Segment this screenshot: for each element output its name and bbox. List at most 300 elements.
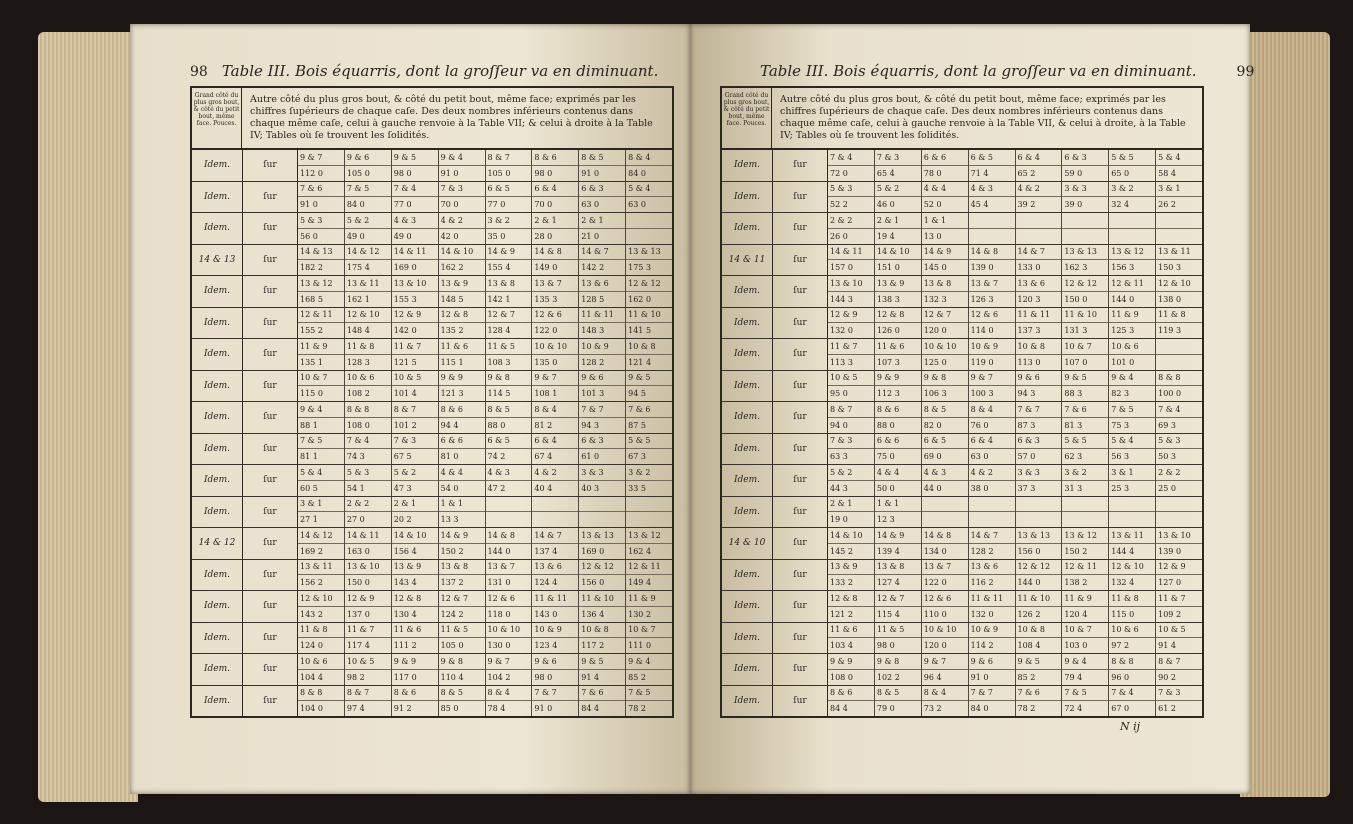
cell-dimensions: 7 & 6: [626, 402, 672, 418]
cell-dimensions: 9 & 7: [486, 654, 532, 670]
table-cell: [439, 308, 486, 339]
cell-dimensions: 11 & 11: [1016, 308, 1062, 324]
table-cell: [298, 339, 345, 370]
table-cell: [922, 245, 969, 276]
cell-dimensions: 14 & 10: [439, 245, 485, 261]
left-page: [130, 24, 690, 794]
cell-references: 65 2: [1017, 168, 1036, 178]
table-row: [192, 150, 672, 182]
table-cell: [486, 276, 533, 307]
cell-dimensions: [1156, 497, 1202, 513]
row-sur: ſur: [243, 686, 298, 717]
cell-references: 128 2: [581, 357, 605, 367]
table-row: [722, 371, 1202, 403]
cell-references: 52 2: [830, 200, 848, 210]
cell-references: 168 5: [300, 294, 323, 304]
cell-references: 27 0: [346, 515, 365, 525]
cell-dimensions: 11 & 6: [875, 339, 921, 355]
cell-references: 19 4: [876, 231, 895, 241]
table-cell: [439, 654, 486, 685]
table-cell: [875, 182, 922, 213]
cell-dimensions: 6 & 4: [969, 434, 1015, 450]
row-label: Idem.: [722, 560, 773, 591]
table-cell: [1109, 654, 1156, 685]
table-cell: [969, 465, 1016, 496]
row-sur: ſur: [243, 339, 298, 370]
table-row: [722, 182, 1202, 214]
cell-dimensions: 11 & 9: [626, 591, 672, 607]
left-corner-label: Grand côté du plus gros bout, & côté du petit bout, même face. Pouces.: [192, 88, 242, 148]
cell-references: 132 4: [1111, 578, 1135, 588]
cell-references: 150 0: [346, 578, 370, 588]
table-cell: [1156, 497, 1202, 528]
cell-references: 98 2: [346, 672, 365, 682]
cell-dimensions: 11 & 9: [1109, 308, 1155, 324]
cell-references: 103 4: [830, 641, 853, 651]
cell-references: [1156, 355, 1202, 370]
row-cells: [298, 686, 672, 717]
cell-references: 156 2: [300, 578, 323, 588]
cell-dimensions: 11 & 8: [1156, 308, 1202, 324]
table-row: [192, 497, 672, 529]
table-cell: [1062, 434, 1109, 465]
cell-dimensions: 12 & 12: [1016, 560, 1062, 576]
cell-references: 101 2: [393, 420, 417, 430]
cell-dimensions: 11 & 7: [392, 339, 438, 355]
cell-references: 26 2: [1158, 200, 1176, 210]
row-sur: ſur: [773, 591, 828, 622]
cell-references: 119 0: [970, 357, 994, 367]
cell-dimensions: 9 & 7: [532, 371, 578, 387]
table-cell: [1016, 497, 1063, 528]
table-cell: [345, 591, 392, 622]
row-cells: [298, 465, 672, 496]
table-cell: [579, 308, 626, 339]
table-row: [722, 339, 1202, 371]
cell-dimensions: 12 & 6: [969, 308, 1015, 324]
cell-references: 108 1: [534, 389, 558, 399]
cell-references: 149 4: [628, 578, 652, 588]
cell-references: 88 1: [300, 420, 318, 430]
table-cell: [439, 465, 486, 496]
table-cell: [1156, 182, 1202, 213]
cell-references: 78 2: [1017, 704, 1036, 714]
table-cell: [828, 308, 875, 339]
table-cell: [1016, 308, 1063, 339]
cell-dimensions: 12 & 7: [922, 308, 968, 324]
cell-dimensions: 2 & 2: [1156, 465, 1202, 481]
cell-references: 88 0: [876, 420, 895, 430]
table-cell: [392, 276, 439, 307]
table-cell: [1016, 465, 1063, 496]
cell-dimensions: 4 & 4: [439, 465, 485, 481]
cell-references: 20 2: [393, 515, 412, 525]
cell-references: 67 5: [393, 452, 412, 462]
cell-references: 117 4: [346, 641, 370, 651]
cell-dimensions: 14 & 7: [532, 528, 578, 544]
table-cell: [828, 497, 875, 528]
cell-dimensions: 13 & 10: [345, 560, 391, 576]
cell-dimensions: 13 & 7: [922, 560, 968, 576]
cell-references: 169 0: [581, 546, 605, 556]
table-row: [722, 213, 1202, 245]
cell-references: 121 2: [830, 609, 853, 619]
table-cell: [1109, 339, 1156, 370]
cell-dimensions: 10 & 10: [922, 339, 968, 355]
table-cell: [345, 150, 392, 181]
cell-references: 145 2: [830, 546, 853, 556]
cell-dimensions: 8 & 6: [392, 686, 438, 702]
cell-references: 130 4: [393, 609, 417, 619]
cell-references: 104 0: [300, 704, 323, 714]
table-cell: [1156, 623, 1202, 654]
cell-dimensions: 9 & 7: [298, 150, 344, 166]
row-sur: ſur: [243, 497, 298, 528]
cell-dimensions: 12 & 7: [875, 591, 921, 607]
cell-dimensions: 12 & 12: [1062, 276, 1108, 292]
row-label: Idem.: [722, 150, 773, 181]
table-cell: [1016, 528, 1063, 559]
cell-references: 81 0: [440, 452, 459, 462]
cell-dimensions: 9 & 5: [1016, 654, 1062, 670]
cell-dimensions: 6 & 4: [1016, 150, 1062, 166]
cell-dimensions: 8 & 6: [875, 402, 921, 418]
left-table-header: [192, 88, 672, 150]
cell-references: 145 0: [923, 263, 947, 273]
cell-references: 148 5: [440, 294, 464, 304]
cell-dimensions: 6 & 4: [532, 434, 578, 450]
cell-dimensions: 11 & 10: [626, 308, 672, 324]
cell-references: 98 0: [534, 168, 553, 178]
cell-dimensions: 3 & 3: [1062, 182, 1108, 198]
cell-dimensions: 5 & 5: [1109, 150, 1155, 166]
cell-dimensions: 7 & 7: [532, 686, 578, 702]
row-label: Idem.: [192, 276, 243, 307]
cell-references: 84 0: [628, 168, 646, 178]
table-cell: [626, 434, 672, 465]
row-label: Idem.: [722, 465, 773, 496]
cell-references: 115 1: [440, 357, 464, 367]
cell-references: 156 4: [393, 546, 417, 556]
table-cell: [1109, 686, 1156, 717]
cell-dimensions: 9 & 5: [1062, 371, 1108, 387]
row-sur: ſur: [773, 276, 828, 307]
cell-references: 58 4: [1158, 168, 1176, 178]
cell-dimensions: 9 & 9: [392, 654, 438, 670]
cell-references: 94 3: [581, 420, 600, 430]
open-book: [30, 10, 1330, 810]
row-cells: [828, 402, 1202, 433]
cell-references: 138 0: [1158, 294, 1182, 304]
cell-references: 122 0: [534, 326, 558, 336]
table-cell: [392, 371, 439, 402]
cell-references: [969, 229, 1015, 244]
cell-dimensions: 12 & 11: [1062, 560, 1108, 576]
cell-dimensions: 12 & 7: [486, 308, 532, 324]
cell-references: 117 2: [581, 641, 605, 651]
row-cells: [828, 623, 1202, 654]
table-cell: [392, 339, 439, 370]
cell-dimensions: 14 & 10: [392, 528, 438, 544]
cell-dimensions: 12 & 8: [392, 591, 438, 607]
table-cell: [1062, 245, 1109, 276]
table-cell: [486, 213, 533, 244]
cell-dimensions: 2 & 2: [345, 497, 391, 513]
cell-references: 63 0: [581, 200, 600, 210]
cell-references: 163 0: [346, 546, 370, 556]
table-row: [192, 686, 672, 717]
cell-references: 70 0: [534, 200, 553, 210]
table-cell: [1156, 308, 1202, 339]
cell-references: [532, 512, 578, 527]
table-cell: [969, 654, 1016, 685]
table-cell: [298, 465, 345, 496]
cell-references: 142 2: [581, 263, 605, 273]
table-cell: [922, 560, 969, 591]
table-cell: [486, 434, 533, 465]
cell-references: 42 0: [440, 231, 459, 241]
table-cell: [392, 150, 439, 181]
cell-dimensions: 4 & 3: [969, 182, 1015, 198]
cell-dimensions: 12 & 8: [828, 591, 874, 607]
table-cell: [1156, 276, 1202, 307]
cell-references: 101 4: [393, 389, 417, 399]
table-cell: [875, 591, 922, 622]
row-cells: [298, 434, 672, 465]
table-row: [722, 245, 1202, 277]
cell-dimensions: 13 & 8: [922, 276, 968, 292]
cell-references: 136 4: [581, 609, 605, 619]
cell-references: 125 0: [923, 357, 947, 367]
cell-references: 137 3: [1017, 326, 1041, 336]
row-sur: ſur: [243, 560, 298, 591]
table-cell: [579, 182, 626, 213]
cell-references: 130 0: [487, 641, 511, 651]
table-row: [722, 308, 1202, 340]
cell-references: 135 3: [534, 294, 558, 304]
cell-references: 128 2: [970, 546, 994, 556]
table-cell: [626, 497, 672, 528]
table-row: [722, 591, 1202, 623]
cell-dimensions: 11 & 7: [828, 339, 874, 355]
cell-references: 144 0: [1111, 294, 1135, 304]
cell-dimensions: 7 & 6: [298, 182, 344, 198]
cell-references: 44 0: [923, 483, 942, 493]
cell-dimensions: 8 & 8: [1156, 371, 1202, 387]
cell-dimensions: 9 & 8: [875, 654, 921, 670]
cell-dimensions: 9 & 6: [969, 654, 1015, 670]
row-label: Idem.: [192, 182, 243, 213]
cell-dimensions: 11 & 10: [1062, 308, 1108, 324]
cell-dimensions: 13 & 12: [1109, 245, 1155, 261]
table-cell: [345, 276, 392, 307]
table-cell: [626, 150, 672, 181]
table-cell: [439, 591, 486, 622]
cell-dimensions: 14 & 13: [298, 245, 344, 261]
cell-dimensions: 11 & 8: [1109, 591, 1155, 607]
cell-dimensions: 8 & 5: [875, 686, 921, 702]
cell-references: 151 0: [876, 263, 900, 273]
cell-dimensions: 12 & 10: [1109, 560, 1155, 576]
cell-dimensions: 11 & 8: [298, 623, 344, 639]
cell-dimensions: 5 & 3: [345, 465, 391, 481]
cell-references: 169 0: [393, 263, 417, 273]
cell-dimensions: 14 & 10: [875, 245, 921, 261]
cell-dimensions: 11 & 10: [579, 591, 625, 607]
table-cell: [828, 276, 875, 307]
cell-references: 82 3: [1111, 389, 1130, 399]
table-cell: [875, 560, 922, 591]
cell-dimensions: 5 & 2: [392, 465, 438, 481]
cell-references: 97 4: [346, 704, 365, 714]
row-cells: [298, 182, 672, 213]
cell-references: 141 5: [628, 326, 652, 336]
cell-dimensions: 6 & 4: [532, 182, 578, 198]
cell-dimensions: 11 & 10: [1016, 591, 1062, 607]
row-sur: ſur: [773, 150, 828, 181]
cell-dimensions: 11 & 5: [486, 339, 532, 355]
cell-references: 27 1: [300, 515, 318, 525]
cell-references: 118 0: [487, 609, 511, 619]
row-sur: ſur: [773, 245, 828, 276]
cell-references: 120 3: [1017, 294, 1041, 304]
cell-dimensions: 4 & 2: [969, 465, 1015, 481]
table-cell: [486, 528, 533, 559]
table-cell: [626, 686, 672, 717]
table-cell: [392, 402, 439, 433]
cell-dimensions: 4 & 3: [486, 465, 532, 481]
cell-references: 135 2: [440, 326, 464, 336]
cell-references: 108 0: [346, 420, 370, 430]
row-sur: ſur: [243, 591, 298, 622]
row-cells: [298, 150, 672, 181]
cell-dimensions: 10 & 6: [1109, 623, 1155, 639]
cell-references: 175 4: [346, 263, 370, 273]
cell-references: 96 4: [923, 672, 942, 682]
cell-dimensions: 10 & 10: [922, 623, 968, 639]
row-cells: [828, 465, 1202, 496]
table-cell: [969, 245, 1016, 276]
cell-dimensions: [626, 497, 672, 513]
cell-references: 122 0: [923, 578, 947, 588]
table-cell: [439, 213, 486, 244]
cell-references: 139 0: [970, 263, 994, 273]
table-row: [722, 497, 1202, 529]
table-cell: [1109, 623, 1156, 654]
cell-references: 115 0: [300, 389, 323, 399]
table-row: [192, 528, 672, 560]
cell-references: 91 0: [440, 168, 459, 178]
table-cell: [345, 182, 392, 213]
table-cell: [969, 686, 1016, 717]
cell-dimensions: 7 & 4: [828, 150, 874, 166]
cell-dimensions: 7 & 3: [875, 150, 921, 166]
table-cell: [532, 560, 579, 591]
cell-dimensions: 6 & 6: [439, 434, 485, 450]
cell-dimensions: 9 & 9: [439, 371, 485, 387]
table-cell: [626, 213, 672, 244]
table-cell: [828, 339, 875, 370]
cell-dimensions: 11 & 6: [392, 623, 438, 639]
row-label: Idem.: [722, 623, 773, 654]
cell-references: 137 2: [440, 578, 464, 588]
cell-dimensions: 14 & 7: [579, 245, 625, 261]
table-cell: [1062, 465, 1109, 496]
table-cell: [1062, 528, 1109, 559]
table-cell: [1062, 686, 1109, 717]
table-cell: [392, 528, 439, 559]
table-cell: [439, 434, 486, 465]
row-sur: ſur: [773, 434, 828, 465]
cell-dimensions: 13 & 6: [969, 560, 1015, 576]
cell-dimensions: 4 & 4: [922, 182, 968, 198]
table-cell: [298, 213, 345, 244]
cell-dimensions: [969, 213, 1015, 229]
cell-references: [922, 512, 968, 527]
row-cells: [828, 308, 1202, 339]
table-cell: [345, 213, 392, 244]
cell-references: 150 0: [1064, 294, 1088, 304]
cell-dimensions: 13 & 12: [298, 276, 344, 292]
cell-dimensions: 5 & 4: [298, 465, 344, 481]
table-row: [192, 339, 672, 371]
table-cell: [828, 528, 875, 559]
cell-dimensions: 7 & 7: [969, 686, 1015, 702]
cell-references: 96 0: [1111, 672, 1130, 682]
row-sur: ſur: [243, 465, 298, 496]
table-cell: [579, 497, 626, 528]
cell-dimensions: 8 & 4: [922, 686, 968, 702]
cell-references: 81 2: [534, 420, 553, 430]
cell-dimensions: 8 & 7: [486, 150, 532, 166]
cell-references: 45 4: [970, 200, 989, 210]
table-cell: [579, 686, 626, 717]
right-table: [720, 86, 1204, 718]
table-cell: [875, 434, 922, 465]
cell-dimensions: 7 & 4: [1156, 402, 1202, 418]
cell-references: 72 0: [830, 168, 848, 178]
cell-dimensions: 14 & 9: [922, 245, 968, 261]
cell-references: 106 3: [923, 389, 947, 399]
table-cell: [392, 497, 439, 528]
table-cell: [922, 591, 969, 622]
cell-references: 105 0: [487, 168, 511, 178]
cell-dimensions: 5 & 5: [626, 434, 672, 450]
cell-references: 126 0: [876, 326, 900, 336]
table-cell: [532, 308, 579, 339]
table-cell: [922, 308, 969, 339]
table-cell: [439, 560, 486, 591]
cell-references: 148 4: [346, 326, 370, 336]
row-label: Idem.: [722, 402, 773, 433]
table-cell: [626, 276, 672, 307]
table-cell: [875, 339, 922, 370]
cell-dimensions: 12 & 10: [345, 308, 391, 324]
cell-dimensions: 9 & 6: [579, 371, 625, 387]
cell-dimensions: 5 & 4: [1109, 434, 1155, 450]
table-cell: [298, 276, 345, 307]
cell-references: 62 3: [1064, 452, 1083, 462]
cell-references: [1062, 229, 1108, 244]
cell-references: 33 5: [628, 483, 646, 493]
row-sur: ſur: [773, 182, 828, 213]
cell-references: 56 3: [1111, 452, 1130, 462]
row-label: 14 & 13: [192, 245, 243, 276]
cell-references: [486, 512, 532, 527]
table-cell: [626, 339, 672, 370]
cell-references: 46 0: [876, 200, 895, 210]
cell-dimensions: 3 & 1: [1109, 465, 1155, 481]
